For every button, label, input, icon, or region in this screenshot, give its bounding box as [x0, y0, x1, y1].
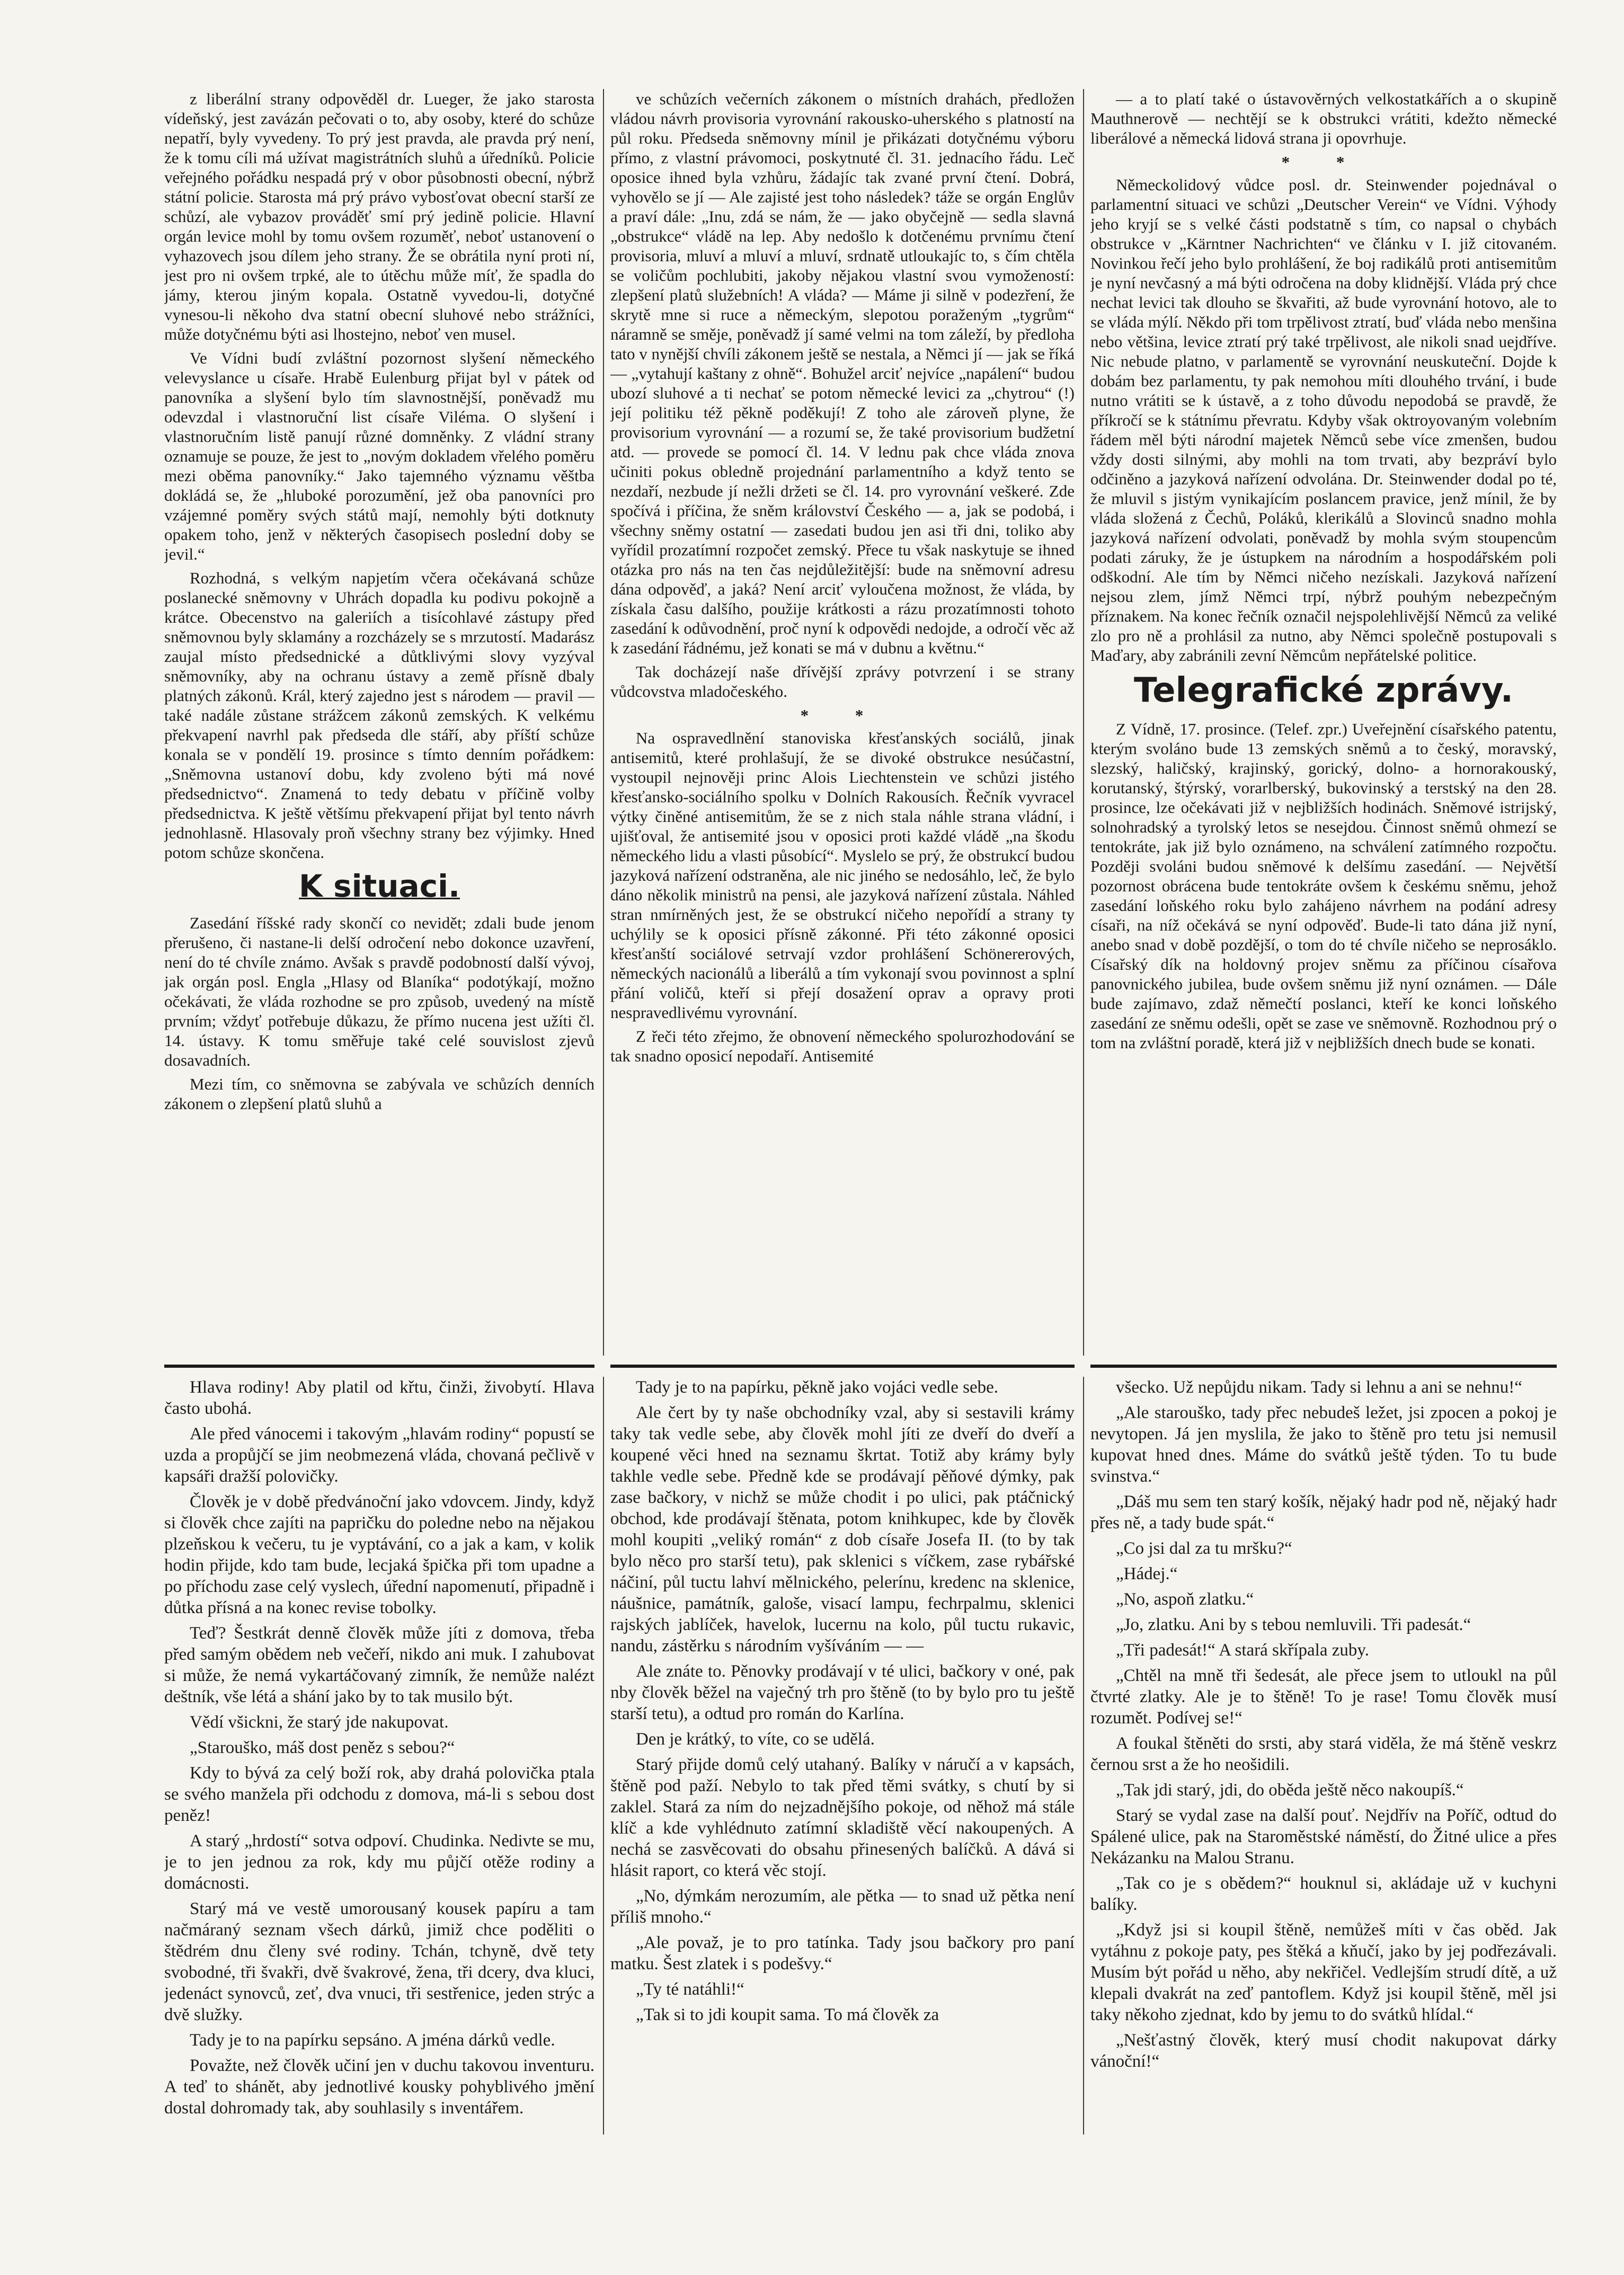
- column-divider: [1083, 89, 1084, 1356]
- article-paragraph: Považte, než člověk učiní jen v duchu takovou inventuru. A teď to shánět, aby jednotlivé kousky pohyblivého jmění dostal dohromady tak, aby souhlasily s inventářem.: [164, 2056, 594, 2118]
- article-paragraph: Starý se vydal zase na další pouť. Nejdřív na Poříč, odtud do Spálené ulice, pak na Staroměstské náměstí, do Žitné ulice a přes Nekázanku na Malou Stranu.: [1090, 1806, 1557, 1867]
- article-paragraph: „Chtěl na mně tři šedesát, ale přece jsem to utloukl na půl čtvrté zlatky. Ale je to štěně! To je rase! Tomu člověk musí rozumět. Podívej se!“: [1090, 1666, 1557, 1728]
- article-paragraph: Ve Vídni budí zvláštní pozornost slyšení německého velevyslance u císaře. Hrabě Eulenburg přijat byl v pátek od panovníka a slyšení bylo tím slavnostnější, poněvadž mu odevzdal i vlastnoruční list císaře Viléma. O slyšení i vlastnoručním listě panují různé domněnky. Z vládní strany oznamuje se pouze, že jest to „novým dokladem vřelého poměru mezi oběma panovníky.“ Jako tajemného významu věštba dokládá se, že „hluboké porozumění, jež oba panovníci pro vzájemné poměry svých států mají, nemohly býti dotknuty opakem toho, jenž v některých časopisech poslední doby se jevil.“: [164, 349, 594, 563]
- article-paragraph: všecko. Už nepůjdu nikam. Tady si lehnu a ani se nehnu!“: [1116, 1378, 1522, 1397]
- article-paragraph: „Jo, zlatku. Ani by s tebou nemluvili. Tři padesát.“: [1116, 1615, 1471, 1634]
- feuilleton-separator: [610, 1365, 1075, 1368]
- article-paragraph: Z řeči této zřejmo, že obnovení německého spolurozhodování se tak snadno oposicí nepodaří. Antisemité: [610, 1027, 1075, 1065]
- upper-column-2: [610, 89, 1075, 1334]
- article-paragraph: ve schůzích večerních zákonem o místních drahách, předložen vládou návrh provisoria vyrovnání rakousko-uherského s platností na půl roku. Předseda sněmovny mínil je přikázati dotyčnému výboru přímo, z vlastní právomoci, poskytnuté čl. 31. jednacího řádu. Leč oposice ihned byla vzhůru, žádajíc tak zvané první čtení. Dobrá, vyhovělo se jí — Ale zajisté jest toho následek? táže se orgán Englův a praví dále: „Inu, zdá se nám, že — jako obyčejně — sedla slavná „obstrukce“ vládě na lep. Aby nedošlo k dotčenému prvnímu čtení provisoria, mluví a mluví a mluví, srdnatě utloukajíc to, s čím chtěla se voličům pochlubiti, jakoby nějakou vlastní svou vymožeností: zlepšení platů služebních! A vláda? — Máme ji silně v podezření, že skrytě mne si ruce a německým, slepotou poraženým „tygrům“ náramně se směje, poněvadž jí samé velmi na tom záleží, by předloha tato v nynější chvíli zákonem ještě se nestala, a Němci jí — jak se říká — „vytahují kaštany z ohně“. Bohužel arciť nejvíce „napálení“ budou ubozí sluhové a ti nechať se potom německé levici za „chytrou“ (!) její politiku též pěkně poděkují! Z toho ale zároveň plyne, že provisorium vyrovnání — a rozumí se, že také provisorium budžetní atd. — provede se pomocí čl. 14. V lednu pak chce vláda znova učiniti pokus obledně projednání parlamentního a když tento se nezdaří, nezbude jí nežli držeti se čl. 14. pro vyrovnání veškeré. Zde spočívá i příčina, že sněm království Českého — a, jak se podobá, i všechny sněmy ostatní — zasedati budou jen asi tři dni, toliko aby vyřídil prozatímní rozpočet zemský. Přece tu však naskytuje se ihned otázka pro nás na ten čas nejdůležitější: bude na sněmovní adresu dána odpověď, a jaká? Není arciť vyloučena možnost, že vláda, by získala času dalšího, použije krátkosti a rázu prozatímnosti tohoto zasedání k odůvodnění, proč nyní k odpovědi nedojde, a odročí věc až k zasedání řádnému, jež konati se má v dubnu a květnu.“: [610, 90, 1075, 657]
- article-paragraph: Zasedání říšské rady skončí co nevidět; zdali bude jenom přerušeno, či nastane-li delší odročení nebo dokonce uzavření, není do té chvíle známo. Avšak s pravdě podobností další vývoj, jak orgán posl. Engla „Hlasy od Blaníka“ podotýkají, možno očekávati, že vláda rozhodne se pro způsob, uvedený na místě prvním; vždyť potřebuje důkazu, že přímo nucena jest užíti čl. 14. ústavy. K tomu směřuje také celé souvislost zjevů dosavadních.: [164, 914, 594, 1069]
- article-paragraph: „Tři padesát!“ A stará skřípala zuby.: [1116, 1641, 1370, 1660]
- article-paragraph: „Starouško, máš dost peněz s sebou?“: [190, 1738, 455, 1757]
- article-paragraph: Teď? Šestkrát denně člověk může jíti z domova, třeba před samým obědem neb večeří, nikdo ani muk. I zahubovat si může, že nemá vykartáčovaný zimník, že nemůže nalézt deštník, vše létá a shání jako by to tak musilo být.: [164, 1624, 594, 1706]
- article-paragraph: Německolidový vůdce posl. dr. Steinwender pojednával o parlamentní situaci ve schůzi „Deutscher Verein“ ve Vídni. Výhody jeho kryjí se s velké části podstatně s tím, co napsal o chybách obstrukce v „Kärntner Nachrichten“ ve článku v I. již citovaném. Novinkou řečí jeho bylo prohlášení, že boj radikálů proti antisemitům je nyní nevčasný a má býti odročena na doby klidnější. Vláda prý chce nechat levici tak dlouho se škvařiti, až bude vyrovnání hotovo, ale to se vláda mýlí. Někdo při tom trpělivost ztratí, buď vláda nebo menšina nebo většina, levice ztratí prý také trpělivost, ale nikoli snad uejdříve. Nic nebude platno, v parlamentě se vyrovnání neuskuteční. Dojde k dobám bez parlamentu, ty pak nemohou míti dlouhého trvání, i bude nutno vrátiti se k ústavě, a z toho důvodu nepodobá se pravdě, že příkročí se k státnímu převratu. Kdyby však oktroyovaným volebním řádem měl býti národní majetek Němců sebe více zmenšen, budou vždy dosti silnými, aby mohli na tom trvati, aby bezpráví bylo odčiněno a jazyková nařízení odvolána. Dr. Steinwender dodal po té, že mluvil s jistým vynikajícím poslancem pravice, jenž mínil, že by vláda složená z Čechů, Poláků, klerikálů a Slovinců snadno mohla jazyková nařízení odvolati, poněvadž by mohla svým stoupencům podati záruky, že je ústupkem na národním a hospodářském poli odškodní. Ale tím by Němci ničeho nezískali. Jazyková nařízení nejsou zlem, jímž Němci trpí, nýbrž pouhým nebezpečným příznakem. Na konec řečník označil nejspolehlivější Němců za veliké zlo pro ně a prohlásil za nutno, aby Němci společně postupovali s Maďary, aby zabránili zevní Němcům nepřátelské politice.: [1090, 175, 1557, 665]
- article-paragraph: A starý „hrdostí“ sotva odpoví. Chudinka. Nedivte se mu, je to jen jednou za rok, kdy mu půjčí otěže rodiny a domácnosti.: [164, 1831, 594, 1893]
- article-paragraph: Kdy to bývá za celý boží rok, aby drahá polovička ptala se svého manžela při odchodu z domova, má-li s sebou dost peněz!: [164, 1764, 594, 1825]
- article-paragraph: Den je krátký, to víte, co se udělá.: [636, 1730, 875, 1749]
- article-paragraph: A foukal štěněti do srsti, aby stará viděla, že má štěně veskrz černou srst a že ho neošidili.: [1090, 1734, 1557, 1774]
- upper-column-3: [1090, 89, 1557, 1361]
- article-paragraph: Starý má ve vestě umorousaný kousek papíru a tam načmáraný seznam všech dárků, jimiž chce poděliti o štědrém dnu členy své rodiny. Tchán, tchyně, dvě tety svobodné, tři švakři, dvě švakrové, žena, tři dcery, dva kluci, jedenáct synovců, zeť, dva vnuci, tři sestřenice, jeden strýc a dvě služky.: [164, 1899, 594, 2024]
- article-paragraph: „Když jsi si koupil štěně, nemůžeš míti v čas oběd. Jak vytáhnu z pokoje paty, pes štěká a kňučí, jako by jej podřezávali. Musím být pořád u něho, aby nekřičel. Vedlejším strudí dítě, a už klepali dvakrát na zeď pantoflem. Když jsi koupil štěně, měl jsi taky někoho zjednat, kdo by jemu to do svátků hlídal.“: [1090, 1920, 1557, 2024]
- feuilleton-column-2: [610, 1377, 1075, 2129]
- article-paragraph: „Tak co je s obědem?“ houknul si, akládaje už v kuchyni balíky.: [1090, 1874, 1557, 1914]
- column-divider: [603, 89, 604, 1356]
- section-heading-telegraficke-zpravy: Telegrafické zprávy.: [1133, 671, 1514, 710]
- article-paragraph: „Ale starouško, tady přec nebudeš ležet, jsi zpocen a pokoj je nevytopen. Já jen myslila, že jako to štěně pro tetu jsi nemusil kupovat hned dnes. Máme do svátků ještě týden. To tu bude svinstva.“: [1090, 1403, 1557, 1486]
- article-paragraph: Ale čert by ty naše obchodníky vzal, aby si sestavili krámy taky tak vedle sebe, aby člověk mohl jíti ze dveří do dveří a koupené věci hned na seznamu škrtat. Totiž aby krámy byly takhle vedle sebe. Předně kde se prodávají pěňové dýmky, pak zase bačkory, v nichž se může chodit i po ulici, pak ptáčnický obchod, kde prodávají štěnata, potom knihkupec, kde by člověk mohl koupiti „veliký román“ z dob císaře Josefa II. (to by tak bylo něco pro starší tetu), pak sklenici s víčkem, zase rybářské náčiní, půl tuctu lahví mělnického, pelerínu, kredenc na sklenice, náušnice, památník, galoše, visací lampu, fechrpalmu, sklenici rajských jablíček, havelok, lucernu na kolo, půl tuctu rukavic, nandu, zástěrku s národním vyšíváním — —: [610, 1403, 1075, 1656]
- article-paragraph: „No, dýmkám nerozumím, ale pětka — to snad už pětka není příliš mnoho.“: [610, 1887, 1075, 1927]
- article-paragraph: Z Vídně, 17. prosince. (Telef. zpr.) Uveřejnění císařského patentu, kterým svoláno bude 13 zemských sněmů a to český, moravský, slezský, haličský, krajinský, gorický, dolno- a hornorakouský, korutanský, štýrský, vorarlberský, bukovinský a terstský na den 28. prosince, lze očekávati již v nejbližších hodinách. Sněmové istrijský, solnohradský a tyrolský letos se nesejdou. Činnost sněmů ohmezí se tentokráte, jak již bylo oznámeno, na schválení zatímného rozpočtu. Později svoláni budou sněmové k delšímu zasedání. — Největší pozornost obrácena bude tentokráte ovšem k českému sněmu, jehož zasedání loňského roku bylo zahájeno návrhem na podání adresy císaři, na níž očekává se nyní odpověď. Bude-li tato dána již nyní, anebo snad v době pozdější, o tom do té chvíle ničeho se neprosáklo. Císařský dík na holdovný projev sněmu za příčinou císařova panovnického jubilea, bude ovšem sněmu již nyní oznámen. — Dále bude zajímavo, zdaž němečtí poslanci, kteří ke konci loňského zasedání ze sněmu odešli, opět se zase ve sněmovně. Rozhodnou prý o tom na zvláštní poradě, která již v nejbližších dnech bude se konati.: [1090, 720, 1557, 1052]
- article-paragraph: „Co jsi dal za tu mršku?“: [1116, 1539, 1292, 1558]
- article-paragraph: „Tak jdi starý, jdi, do oběda ještě něco nakoupíš.“: [1116, 1781, 1464, 1800]
- article-paragraph: Na ospravedlnění stanoviska křesťanských sociálů, jinak antisemitů, které prohlašují, že se divoké obstrukce nesúčastní, vystoupil nejnověji princ Alois Liechtenstein ve schůzi jistého křesťansko-sociálního spolku v Dolních Rakousích. Řečník vyvracel výtky činěné antisemitům, že se z nich stala náhle strana vládní, i ujišťoval, že antisemité jsou v oposici proti každé vládě „na škodu německého lidu a vlasti působící“. Myslelo se prý, že obstrukcí budou jazyková nařízení odstraněna, ale nic jiného se nedosáhlo, leč, že bylo dáno několik ministrů na pensi, ale jazyková nařízení zůstala. Náhled stran nmírněných jest, že se obstrukcí ničeho nepořídí a strany ty uchýlily se k oposici přísně zákonné. Při této zákonné oposici křesťanští sociálové setrvají vzdor prohlášení Schönererových, německých nacionálů a liberálů a tím vykonají svou povinnost a splní přání voličů, kteří si přejí dosažení oprav a opravy proti nespravedlivému vyrovnání.: [610, 729, 1075, 1022]
- article-paragraph: Tak docházejí naše dřívější zprávy potvrzení i se strany vůdcovstva mladočeského.: [610, 662, 1075, 701]
- article-paragraph: Ale znáte to. Pěnovky prodávají v té ulici, bačkory v oné, pak nby člověk běžel na vaječný trh pro štěně (to by bylo pro tu ještě starší tetu), a odtud pro román do Karlína.: [610, 1662, 1075, 1723]
- article-paragraph: Ale před vánocemi i takovým „hlavám rodiny“ popustí se uzda a propůjčí se jim neobmezená vláda, chovaná pečlivě v kapsáři dražší polovičky.: [164, 1424, 594, 1486]
- article-paragraph: „No, aspoň zlatku.“: [1116, 1590, 1254, 1609]
- article-paragraph: Rozhodná, s velkým napjetím včera očekávaná schůze poslanecké sněmovny v Uhrách dopadla ku podivu pokojně a krátce. Obecenstvo na galeriích a tisícohlavé zástupy před sněmovnou byly sklamány a rozcházely se s mrzutostí. Madarász zaujal místo předsednické a důtklivými slovy vyzýval sněmovníky, aby na ochranu ústavy a země přísně dbaly platných zákonů. Král, který zajedno jest s národem — pravil — také nadále zůstane strážcem zákonů zemských. K velkému překvapení navrhl pak předseda dle stáří, aby příští schůze konala se v pondělí 19. prosince s tímto denním pořádkem: „Sněmovna ustanoví dobu, kdy zvoleno býti má nové předsednictvo“. Znamená to tedy debatu v příčině volby předsednictva. K ještě většímu překvapení přijat byl tento návrh jednohlasně. Hlasovaly proň všechny strany bez výjimky. Hned potom schůze skončena.: [164, 569, 594, 862]
- article-paragraph: z liberální strany odpověděl dr. Lueger, že jako starosta vídeňský, jest zavázán pečovati o to, aby osoby, které do schůze nepatří, byly vyvedeny. To prý jest pravda, ale pravda prý není, že k tomu cíli má užívat magistrátních sluhů a úředníků. Policie veřejného pořádku nespadá prý v obor působnosti obecní, nýbrž státní policie. Starosta má prý právo vybosťovat obecní starší ze schůzí, ale vybazov prováděť smí prý jedině policie. Hlavní orgán levice mohl by tomu ovšem rozuměť, neboť ustanovení o vyhazovech jsou dílem jeho strany. Že se obrátila nyní proti ní, jest pro ni ovšem trpké, ale to útěchu může míť, že spadla do jámy, kterou jiným kopala. Ostatně vyvedou-li, dotyčné vynesou-li někoho dva statní obecní sluhové nebo strážníci, může dotyčnému býti asi lhostejno, neboť ven musel.: [164, 90, 594, 343]
- article-paragraph: Tady je to na papírku sepsáno. A jména dárků vedle.: [190, 2031, 555, 2050]
- article-paragraph: Mezi tím, co sněmovna se zabývala ve schůzích denních zákonem o zlepšení platů sluhů a: [164, 1075, 594, 1113]
- article-paragraph: „Nešťastný člověk, který musí chodit nakupovat dárky vánoční!“: [1090, 2031, 1557, 2071]
- article-paragraph: „Ty té natáhli!“: [636, 1980, 744, 1999]
- article-paragraph: Člověk je v době předvánoční jako vdovcem. Jindy, když si člověk chce zajíti na papričku do poledne nebo na nějakou plzeňskou k večeru, tu je vyptávání, co a jak a kam, v kolik hodin přijde, kdo tam bude, lecjaká špička při tom upadne a po příchodu zase celý vyslech, úřední napomenutí, připadně i důtka přísná a na konec revise tobolky.: [164, 1492, 594, 1617]
- article-paragraph: „Tak si to jdi koupit sama. To má člověk za: [636, 2005, 939, 2024]
- article-paragraph: Starý přijde domů celý utahaný. Balíky v náručí a v kapsách, štěně pod paží. Nebylo to tak před těmi svátky, s chutí by si zaklel. Stará za ním do nejzadnějšího pokoje, od něhož má stále klíč a kde vyhlédnuto zatímní skladiště věcí nakoupených. A nechá se zasvěcovati do obsahu přinesených balíčků. A dává si hlásit raport, co která věc stojí.: [610, 1755, 1075, 1880]
- article-paragraph: — a to platí také o ústavověrných velkostatkářích a o skupině Mauthnerově — nechtějí se k obstrukci vrátiti, kdežto německé liberálové a německá lidová strana ji opovrhuje.: [1090, 90, 1557, 147]
- column-divider: [1083, 1377, 1084, 2135]
- article-paragraph: „Ale považ, je to pro tatínka. Tady jsou bačkory pro paní matku. Šest zlatek i s podešvy.“: [610, 1933, 1075, 1973]
- article-paragraph: „Dáš mu sem ten starý košík, nějaký hadr pod ně, nějaký hadr přes ně, a tady bude spát.“: [1090, 1492, 1557, 1533]
- feuilleton-column-3: [1090, 1377, 1557, 2129]
- feuilleton-column-1: [164, 1377, 594, 2129]
- section-heading-k-situaci: K situaci.: [299, 868, 460, 904]
- article-paragraph: Tady je to na papírku, pěkně jako vojáci vedle sebe.: [636, 1378, 999, 1397]
- article-paragraph: Hlava rodiny! Aby platil od křtu, činži, živobytí. Hlava často ubohá.: [164, 1378, 594, 1418]
- column-divider: [603, 1377, 604, 2135]
- feuilleton-separator: [164, 1365, 594, 1368]
- upper-column-1: [164, 89, 594, 1334]
- feuilleton-separator: [1090, 1365, 1557, 1368]
- section-asterisks: * *: [1281, 153, 1366, 171]
- article-paragraph: Vědí všickni, že starý jde nakupovat.: [190, 1713, 449, 1732]
- section-asterisks: * *: [800, 706, 885, 724]
- article-paragraph: „Hádej.“: [1116, 1564, 1178, 1583]
